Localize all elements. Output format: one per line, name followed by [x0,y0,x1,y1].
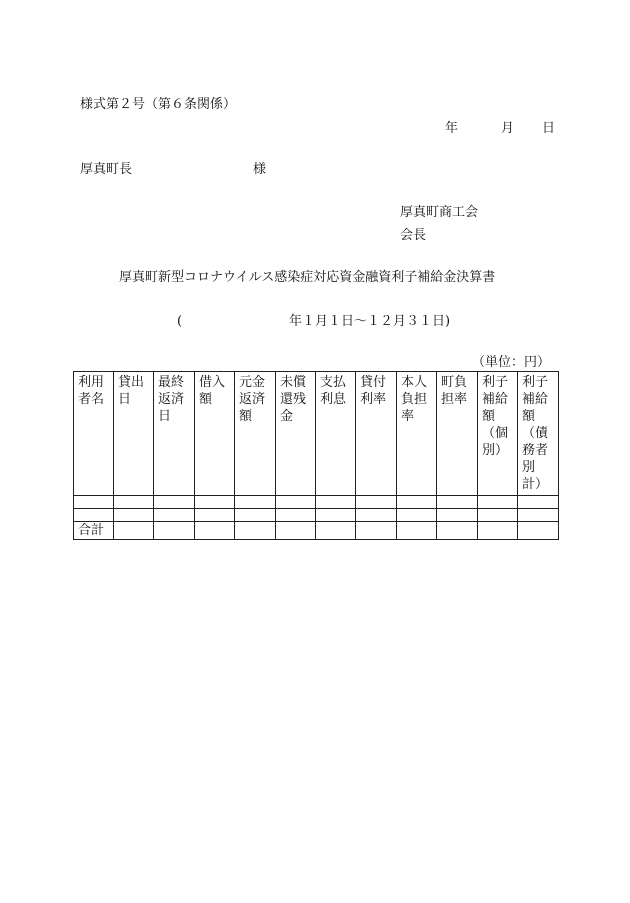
table-cell[interactable] [195,496,235,509]
header-cell: 利用 者名 [74,372,114,496]
table-cell[interactable] [356,509,397,522]
table-cell[interactable] [397,496,437,509]
sender-organization: 厚真町商工会 [400,205,479,220]
table-row [74,496,559,509]
header-cell: 借入 額 [195,372,235,496]
table-cell[interactable] [356,522,397,540]
header-cell: 最終 返済 日 [154,372,195,496]
table-row [74,509,559,522]
header-cell: 元金 返済 額 [235,372,276,496]
table-cell[interactable] [478,496,518,509]
table-cell[interactable] [316,522,356,540]
table-cell[interactable] [397,509,437,522]
table-cell[interactable] [235,509,276,522]
date-month: 月 [501,121,515,136]
table-cell[interactable] [437,522,478,540]
addressee-honorific: 様 [253,162,267,177]
total-row [74,522,559,540]
table-cell[interactable] [114,522,154,540]
header-cell: 貸出 日 [114,372,154,496]
date-line [445,121,555,137]
period-text: 年１月１日〜１２月３１日) [289,314,451,329]
header-row [74,372,559,496]
table-cell[interactable] [195,522,235,540]
table-cell[interactable] [478,509,518,522]
table-cell[interactable] [74,509,114,522]
header-cell: 利子 補給 額 （個 別） [478,372,518,496]
header-cell: 支払 利息 [316,372,356,496]
settlement-table [73,371,559,540]
table-cell[interactable] [154,522,195,540]
header-cell: 町負 担率 [437,372,478,496]
header-cell: 貸付 利率 [356,372,397,496]
date-day: 日 [542,121,556,136]
table-cell[interactable] [154,509,195,522]
table-cell[interactable] [437,496,478,509]
table-cell[interactable] [276,522,316,540]
period-open-paren: ( [177,314,183,329]
table-cell[interactable] [195,509,235,522]
table-cell[interactable] [114,496,154,509]
header-cell: 未償 還残 金 [276,372,316,496]
table-cell[interactable] [235,496,276,509]
table-cell[interactable] [518,496,559,509]
table-cell[interactable] [518,522,559,540]
unit-label: （単位：円） [472,355,551,370]
table-cell[interactable] [437,509,478,522]
document-title: 厚真町新型コロナウイルス感染症対応資金融資利子補給金決算書 [119,270,496,285]
table-cell[interactable] [316,509,356,522]
date-year: 年 [445,121,459,136]
table-cell[interactable] [114,509,154,522]
total-label: 合計 [74,522,114,540]
table-cell[interactable] [74,496,114,509]
table-cell[interactable] [276,496,316,509]
table-cell[interactable] [478,522,518,540]
table-cell[interactable] [397,522,437,540]
form-number: 様式第２号（第６条関係） [80,97,237,112]
header-cell: 本人 負担 率 [397,372,437,496]
table-cell[interactable] [235,522,276,540]
table-cell[interactable] [154,496,195,509]
table-cell[interactable] [276,509,316,522]
table-cell[interactable] [518,509,559,522]
table-cell[interactable] [356,496,397,509]
addressee: 厚真町長 [80,162,133,177]
header-cell: 利子 補給 額 （債 務者 別 計） [518,372,559,496]
sender-title: 会長 [400,228,427,243]
table-cell[interactable] [316,496,356,509]
